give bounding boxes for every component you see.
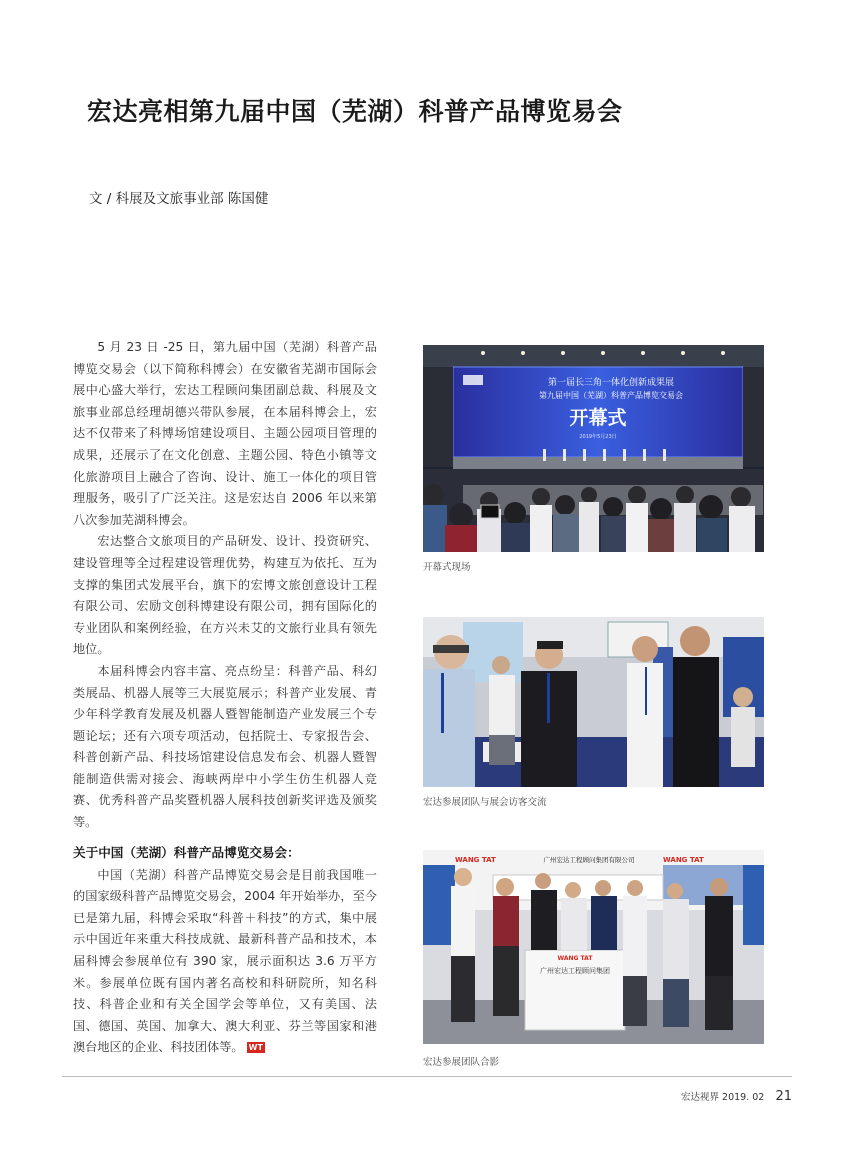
booth-company: 广州宏达工程顾问集团有限公司 [543,856,635,864]
body-paragraph-2: 宏达整合文旅项目的产品研发、设计、投资研究、建设管理等全过程建设管理优势，构建互为依托、互为支撑的集团式发展平台，旗下的宏博文旅创意设计工程有限公司、宏励文创科博建设有限公司，拥有国际化的专业团队和案例经验，在方兴未艾的文旅行业具有领先地位。 [73,534,377,657]
wt-end-mark: WT [248,1043,263,1053]
page-number: 21 [775,1089,792,1104]
photo1-caption: 开幕式现场 [423,562,471,573]
group-photo [423,850,764,1044]
team-visitors-photo [423,617,764,787]
stage-banner-line2: 第九届中国（芜湖）科普产品博览交易会 [539,391,683,400]
photo2-caption: 宏达参展团队与展会访客交流 [423,797,547,808]
stage-banner-line1: 第一届长三角一体化创新成果展 [547,378,675,388]
photo3-caption: 宏达参展团队合影 [423,1057,500,1068]
about-paragraph [73,865,377,1059]
booth-counter-name: 广州宏达工程顾问集团 [540,967,610,975]
booth-brand-left: WANG TAT [455,856,496,864]
article-byline: 文 / 科展及文旅事业部 陈国健 [89,191,269,207]
magazine-issue: 宏达视界 2019. 02 [681,1092,765,1103]
body-paragraph-1: 5 月 23 日 -25 日，第九届中国（芜湖）科普产品博览交易会（以下简称科博会）在安徽省芜湖市国际会展中心盛大举行，宏达工程顾问集团副总裁、科展及文旅事业部总经理胡德兴带队参展，在本届科博会上，宏达不仅带来了科博场馆建设项目、主题公园项目管理的成果，还展示了在文化创意、主题公园、特色小镇等文化旅游项目上融合了咨询、设计、施工一体化的项目管理服务，吸引了广泛关注。这是宏达自 2006 年以来第八次参加芜湖科博会。 [73,340,377,527]
article-title: 宏达亮相第九届中国（芜湖）科普产品博览易会 [87,97,623,126]
stage-banner-main: 开幕式 [569,407,627,429]
stage-banner-date: 2019年5月23日 [579,434,617,440]
body-paragraph-3: 本届科博会内容丰富、亮点纷呈：科普产品、科幻类展品、机器人展等三大展览展示；科普产业发展、青少年科学教育发展及机器人暨智能制造产业发展三个专题论坛；还有六项专项活动，包括院士、专家报告会、科普创新产品、科技场馆建设信息发布会、机器人暨智能制造供需对接会、海峡两岸中小学生仿生机器人竞赛、优秀科普产品奖暨机器人展科技创新奖评选及颁奖等。 [73,663,377,830]
page-footer [681,1085,792,1104]
booth-brand-right: WANG TAT [663,856,704,864]
about-section [73,842,377,1059]
footer-rule [62,1076,792,1077]
about-heading: 关于中国（芜湖）科普产品博览交易会： [73,845,300,860]
booth-counter-brand: WANG TAT [557,955,593,962]
opening-ceremony-photo [423,345,764,552]
article-body [73,337,377,834]
about-text: 中国（芜湖）科普产品博览交易会是目前我国唯一的国家级科普产品博览交易会，2004 年开始举办，至今已是第九届，科博会采取“科普＋科技”的方式，集中展示中国近年来重大科技成就、最新科普产品和技术，本届科博会参展单位有 390 家，展示面积达 3.6 万平方米。参展单位既有国内著名高校和科研院所，知名科技、科普企业和有关全国学会等单位，又有美国、法国、德国、英国、加拿大、澳大利亚、芬兰等国家和港澳台地区的企业、科技团体等。 [73,867,377,1055]
